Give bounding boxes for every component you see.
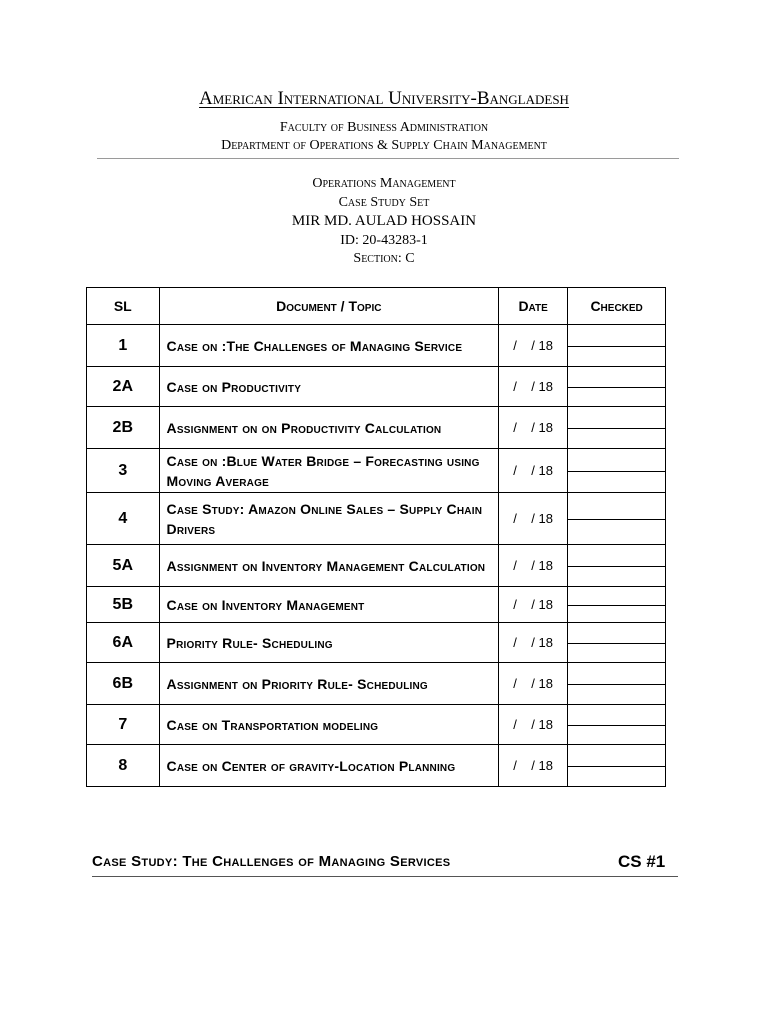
checked-line (568, 471, 665, 472)
checked-line (568, 766, 665, 767)
row-checked (568, 623, 666, 663)
header-date: Date (499, 288, 568, 325)
header-checked: Checked (568, 288, 666, 325)
header-divider (97, 158, 679, 159)
table-row (87, 623, 666, 663)
checked-line (568, 428, 665, 429)
row-date: / / 18 (499, 367, 568, 407)
row-date: / / 18 (499, 407, 568, 449)
checked-line (568, 519, 665, 520)
row-date: / / 18 (499, 449, 568, 493)
checked-line (568, 387, 665, 388)
table-header-row (87, 288, 666, 325)
row-date: / / 18 (499, 663, 568, 705)
checked-line (568, 566, 665, 567)
checked-line (568, 684, 665, 685)
row-sl: 6A (87, 623, 160, 663)
table-row (87, 449, 666, 493)
row-checked (568, 367, 666, 407)
row-checked (568, 493, 666, 545)
row-sl: 4 (87, 493, 160, 545)
table-row (87, 407, 666, 449)
checked-line (568, 605, 665, 606)
table-row (87, 367, 666, 407)
row-checked (568, 745, 666, 787)
header-sl: SL (87, 288, 160, 325)
faculty-name: Faculty of Business Administration (279, 120, 489, 135)
row-topic: Case on :Blue Water Bridge – Forecasting using Moving Average (159, 449, 498, 493)
table-row (87, 325, 666, 367)
department-name: Department of Operations & Supply Chain Management (221, 138, 547, 153)
checked-line (568, 725, 665, 726)
row-date: / / 18 (499, 587, 568, 623)
row-topic: Case on Center of gravity-Location Planning (159, 745, 498, 787)
checked-line (568, 643, 665, 644)
case-study-divider (92, 876, 678, 877)
row-sl: 2A (87, 367, 160, 407)
case-study-number: CS #1 (618, 852, 666, 871)
row-sl: 1 (87, 325, 160, 367)
row-date: / / 18 (499, 493, 568, 545)
case-study-set-label: Case Study Set (338, 195, 430, 210)
table-row (87, 493, 666, 545)
row-topic: Assignment on Priority Rule- Scheduling (159, 663, 498, 705)
course-title: Operations Management (312, 176, 456, 191)
row-checked (568, 545, 666, 587)
row-checked (568, 705, 666, 745)
section-label: Section: C (353, 251, 415, 266)
row-checked (568, 587, 666, 623)
row-topic: Case on Productivity (159, 367, 498, 407)
row-sl: 6B (87, 663, 160, 705)
student-id: ID: 20-43283-1 (340, 233, 428, 248)
header-topic: Document / Topic (159, 288, 498, 325)
row-sl: 2B (87, 407, 160, 449)
row-checked (568, 407, 666, 449)
row-sl: 7 (87, 705, 160, 745)
row-topic: Case on Transportation modeling (159, 705, 498, 745)
row-sl: 5A (87, 545, 160, 587)
topics-table (86, 287, 666, 787)
row-date: / / 18 (499, 545, 568, 587)
table-row (87, 745, 666, 787)
checked-line (568, 346, 665, 347)
row-date: / / 18 (499, 745, 568, 787)
student-name: MIR MD. AULAD HOSSAIN (291, 213, 477, 229)
row-checked (568, 325, 666, 367)
case-study-heading: Case Study: The Challenges of Managing Services (92, 853, 451, 870)
row-topic: Assignment on Inventory Management Calculation (159, 545, 498, 587)
row-date: / / 18 (499, 325, 568, 367)
row-sl: 5B (87, 587, 160, 623)
row-date: / / 18 (499, 705, 568, 745)
row-topic: Priority Rule- Scheduling (159, 623, 498, 663)
table-row (87, 545, 666, 587)
table-row (87, 663, 666, 705)
row-topic: Assignment on on Productivity Calculation (159, 407, 498, 449)
row-sl: 8 (87, 745, 160, 787)
table-row (87, 705, 666, 745)
row-topic: Case on :The Challenges of Managing Service (159, 325, 498, 367)
university-title: American International University-Bangladesh (199, 88, 569, 109)
row-sl: 3 (87, 449, 160, 493)
row-checked (568, 449, 666, 493)
row-topic: Case Study: Amazon Online Sales – Supply Chain Drivers (159, 493, 498, 545)
table-row (87, 587, 666, 623)
row-date: / / 18 (499, 623, 568, 663)
row-checked (568, 663, 666, 705)
row-topic: Case on Inventory Management (159, 587, 498, 623)
